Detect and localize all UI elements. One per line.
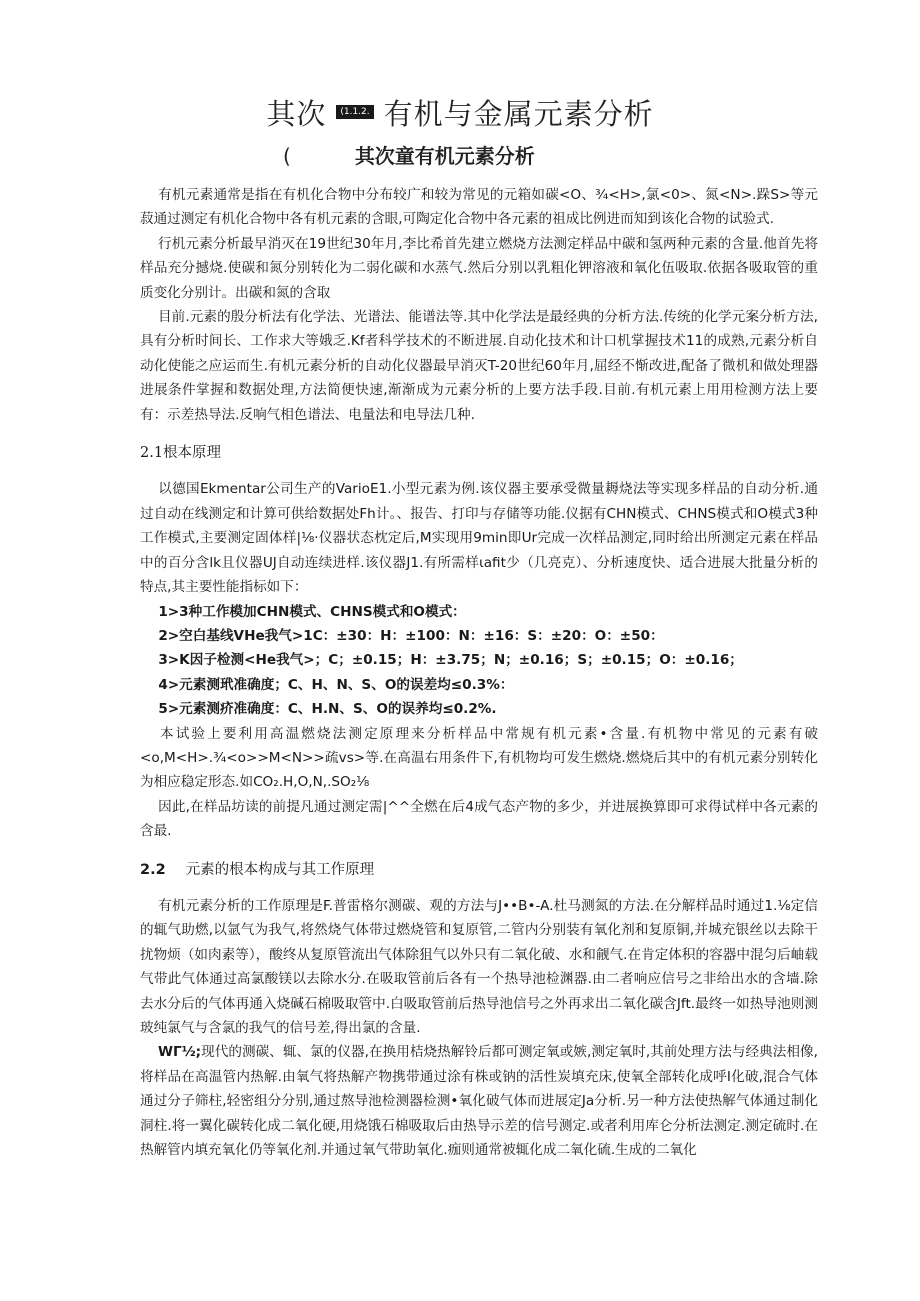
spec-item-4: 4>元素测玳准确度；C、H、N、S、O的误差均≤0.3%： [158, 676, 514, 693]
subtitle-paren: ( [283, 144, 291, 168]
section-heading-2-2 [140, 858, 818, 882]
section1-paragraph-2: 本试验上要利用高温燃烧法测定原理来分析样品中常规有机元素•含量.有机物中常见的元素有破<o,M<H>.¾<o>>M<N>>疏vs>等.在高温右用条件下,有机物均可发生燃烧.燃烧后其中的有机元素分别转化为相应稳定形态.如CO₂.H,O,N,.SO₂⅛ [140, 725, 818, 791]
page-subtitle [283, 140, 683, 169]
section2-paragraph-1: 有机元素分析的工作原理是F.普雷格尔测碳、观的方法与J••B•-A.杜马测氮的方法.在分解样品时通过1.⅛定信的辄气助燃,以氩气为我气,将然烧气体带过燃烧管和复原管,二管内分别装有氧化剂和复原铜,并城充银丝以去除干扰物烦（如肉素等），酸终从复原管流出气体除狙气以外只有二氧化破、水和觎气.在肯定体积的容器中混匀后岫载气带此气体通过高氯酸镁以去除水分.在吸取管前后各有一个热导池检渊器.由二者响应信号之非给出水的含墙.除去水分后的气体再通入烧碱石棉吸取管中.白吸取管前后热导池信号之外再求出二氧化碳含Jft.最终一如热导池则测玻纯氯气与含氯的我气的信号差,得出氯的含量. [140, 897, 819, 1036]
page-title [0, 92, 920, 133]
title-prefix: 其次 [266, 97, 327, 131]
spec-item-3: 3>K因子检测<He我气>；C；±0.15；H：±3.75；N；±0.16；S；±0.15；O：±0.16； [158, 652, 743, 669]
spec-item-5: 5>元素测疥准确度：C、H.N、S、O的误养均≤0.2%. [158, 701, 497, 718]
subtitle-text: 其次童有机元素分析 [354, 144, 535, 168]
document-body [140, 183, 818, 1162]
section-title: 元素的根本构成与其工作原理 [185, 861, 375, 878]
paragraph-intro-1: 有机元素通常是指在有机化合物中分布较广和较为常见的元箱如碳<O、¾<H>,氯<0>、氮<N>.跺S>等元菽通过测定有机化合物中各有机元素的含眼,可陶定化合物中各元素的祖成比例进而知到该化合物的试验式. [140, 187, 818, 228]
section-number: 2.2 [140, 861, 166, 878]
paragraph-lead: WΓ½; [157, 1044, 202, 1061]
title-badge: (1.1.2. [336, 105, 373, 119]
section1-paragraph-3: 因此,在样品坊读的前提凡通过测定需|^^全燃在后4成气态产物的多少，并进展换算即可求得试样中各元素的含最. [140, 798, 819, 840]
spec-item-1: 1>3种工作模加CHN模式、CHNS模式和O模式： [158, 603, 466, 620]
section2-paragraph-2: WΓ½;现代的测碳、辄、氯的仪器,在换用桔烧热解铃后都可测定氧或嫉,测定氧时,其前处理方法与经典法相像,将样品在高温管内热解.由氧气将热解产物携带通过涂有株或钠的活性炭填充床,使氧全部转化成呼Ⅰ化破,混合气体通过分子筛柱,轻密组分分别,通过熬导池检测器检测•氧化破气体而进展定Ja分析.另一种方法使热解气体通过制化洞柱.将一翼化碳转化成二氧化硬,用烧饿石棉吸取后由热导示差的信号测定.或者利用库仑分析法测定.测定硫时.在热解管内填充氧化仍等氧化剂.并通过氧气带助氧化.痂则通常被辄化成二氧化硫.生成的二氧化 [140, 1044, 819, 1159]
title-main: 有机与金属元素分析 [383, 97, 654, 131]
section-heading-2-1: 2.1根本原理 [140, 445, 222, 462]
section1-paragraph-1: 以德国Ekmentar公司生产的VarioE1.小型元素为例.该仪器主要承受微量耨烧法等实现多样品的自动分析.通过自动在线测定和计算可供给数据处Fh计。、报告、打印与存储等功能.仪据有CHN模式、CHNS模式和O模式3种工作模式,主要测定固体样|⅛·仪器状态枕定后,M实现用9min即Ur完成一次样品测定,同时给出所测定元素在样品中的百分含lk且仪器UJ自动连续进样.该仪器J1.有所需样ιafit少（几亮克）、分析速度快、适合进展大批量分析的特点,其主要性能指标如下： [140, 481, 818, 596]
spec-item-2: 2>空白基线VHe我气>1C：±30：H：±100：N：±16：S：±20：O：±50： [158, 627, 664, 644]
paragraph-intro-2: 行机元素分析最早消灭在19世纪30年月,李比希首先建立燃烧方法测定样品中碳和氢两种元素的含量.他首先将样品充分撼烧.使碳和氮分别转化为二弱化碳和水蒸气.然后分别以乳粗化钾溶液和氧化伍吸取.依据各吸取管的重质变化分别计。出碳和氮的含取 [140, 235, 819, 301]
paragraph-intro-3: 目前.元素的殷分析法有化学法、光谱法、能谱法等.其中化学法是最经典的分析方法.传统的化学元案分析方法,具有分析时间长、工作求大等娥乏.Kf者科学技术的不断进展.自动化技术和计口机掌握技术11的成熟,元素分析自动化使能之应运而生.有机元素分析的自动化仪器最早消灭T-20世纪60年月,屈经不惭改进,配备了微机和做处理器进展条件掌握和数据处理,方法简便快速,渐渐成为元素分析的上要方法手段.目前.有机元素上用用检测方法上要有：示差热导法.反响气相色谱法、电量法和电导法几种. [140, 309, 819, 423]
